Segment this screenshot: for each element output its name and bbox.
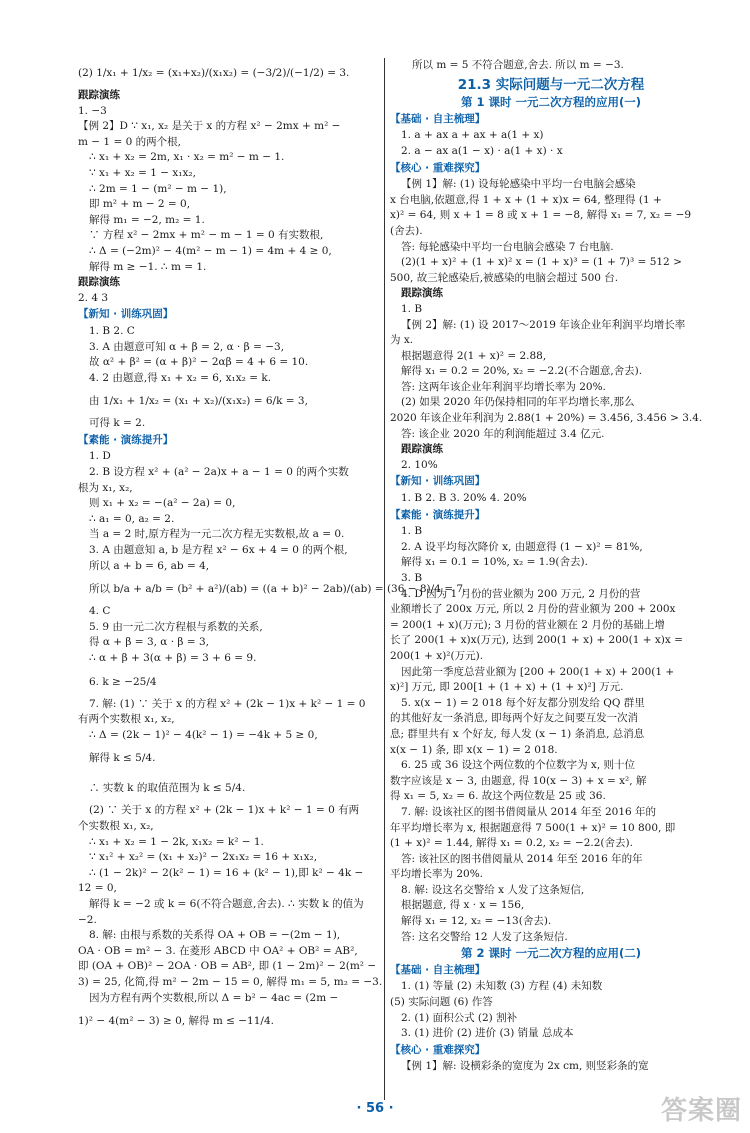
left-line: 所以 b/a + a/b = (b² + a²)/(ab) = ((a + b)² − 2ab)/(ab) = (36 − 8)/4 = 7. (89, 583, 467, 596)
left-line: 【新知 · 训练巩固】 (78, 308, 174, 321)
left-line: −2. (78, 913, 97, 926)
right-line: 【基础 · 自主梳理】 (390, 112, 486, 125)
right-line: 因此第一季度总营业额为 [200 + 200(1 + x) + 200(1 + (401, 665, 675, 678)
right-line: 【基础 · 自主梳理】 (390, 963, 486, 976)
right-line: 6. 25 或 36 设这个两位数的个位数字为 x, 则十位 (401, 759, 636, 772)
left-line: 个实数根 x₁, x₂, (78, 819, 154, 832)
right-column (390, 58, 712, 1075)
right-line: (舍去). (390, 224, 423, 237)
left-line: 12 = 0, (78, 882, 117, 895)
right-line: 2. 10% (401, 458, 438, 471)
left-line: 3) = 25, 化简,得 m² − 2m − 15 = 0, 解得 m₁ = 5, m₂ = −3. (78, 975, 383, 988)
left-line: 则 x₁ + x₂ = −(a² − 2a) = 0, (89, 497, 236, 510)
left-line: ∴ (1 − 2k)² − 2(k² − 1) = 16 + (k² − 1),即 k² − 4k − (89, 866, 364, 879)
right-line: x)²] 万元, 即 200[1 + (1 + x) + (1 + x)²] 万元. (390, 681, 624, 694)
right-line: 为 x. (390, 334, 414, 347)
right-line: 2. (1) 面积公式 (2) 割补 (401, 1011, 518, 1024)
right-line: (2)(1 + x)² + (1 + x)² x = (1 + x)³ = (1 + 7)³ = 512 > (401, 256, 682, 269)
left-line: 有两个实数根 x₁, x₂, (78, 713, 175, 726)
right-line: 3. B (401, 572, 423, 584)
left-line: 1)² − 4(m² − 3) ≥ 0, 解得 m ≤ −11/4. (78, 1015, 274, 1028)
right-line: 【素能 · 演练提升】 (390, 508, 486, 521)
right-line: 跟踪演练 (401, 443, 443, 456)
right-line: 4. D 因为 1 月份的营业额为 200 万元, 2 月份的营 (401, 587, 641, 600)
left-line: ∴ x₁ + x₂ = 2m, x₁ · x₂ = m² − m − 1. (89, 151, 285, 164)
right-line: 答: 这名交警给 12 人发了这条短信. (401, 930, 568, 943)
left-line: 即 (OA + OB)² − 2OA · OB = AB², 即 (1 − 2m)² − 2(m² − (78, 960, 377, 973)
right-line: 【新知 · 训练巩固】 (390, 475, 486, 488)
right-line: 的其他好友一条消息, 即每两个好友之间要互发一次消 (390, 712, 639, 725)
right-line: 2020 年该企业年利润为 2.88(1 + 20%) = 3.456, 3.456 > 3.4. (390, 412, 703, 425)
left-line: 3. A 由题意知 a, b 是方程 x² − 6x + 4 = 0 的两个根, (89, 544, 348, 557)
right-line: 3. (1) 进价 (2) 进价 (3) 销量 总成本 (401, 1027, 574, 1040)
left-line: 3. A 由题意可知 α + β = 2, α · β = −3, (89, 340, 285, 353)
right-line: x)² = 64, 则 x + 1 = 8 或 x + 1 = −8, 解得 x₁ = 7, x₂ = −9 (390, 209, 692, 222)
right-line: 得 x₁ = 5, x₂ = 6. 故这个两位数是 25 或 36. (390, 790, 606, 803)
left-line: 跟踪演练 (78, 89, 120, 101)
right-line: 5. x(x − 1) = 2 018 每个好友都分别发给 QQ 群里 (401, 696, 645, 709)
left-line: ∴ Δ = (2k − 1)² − 4(k² − 1) = −4k + 5 ≥ 0, (89, 728, 318, 741)
left-line: 因为方程有两个实数根,所以 Δ = b² − 4ac = (2m − (89, 991, 339, 1004)
right-line: 解得 x₁ = 12, x₂ = −13(舍去). (401, 915, 552, 928)
left-line: 【素能 · 演练提升】 (78, 433, 174, 446)
right-line: 【核心 · 重难探究】 (390, 161, 486, 174)
right-line: 2. a − ax a(1 − x) · a(1 + x) · x (401, 144, 563, 157)
left-line: m − 1 = 0 的两个根, (78, 135, 181, 148)
right-line: 21.3 实际问题与一元二次方程 (457, 76, 645, 93)
right-line: x 台电脑,依题意,得 1 + x + (1 + x)x = 64, 整理得 (1 + (390, 193, 662, 206)
right-line: x(x − 1) 条, 即 x(x − 1) = 2 018. (390, 743, 558, 756)
watermark: 答案圈 (660, 1096, 742, 1126)
right-line: (2) 如果 2020 年仍保持相同的年平均增长率,那么 (401, 396, 635, 409)
right-line: 1. B (401, 525, 423, 538)
right-line: 答: 每轮感染中平均一台电脑会感染 7 台电脑. (401, 240, 614, 253)
right-line: 1. B (401, 302, 423, 315)
right-line: 解得 x₁ = 0.1 = 10%, x₂ = 1.9(舍去). (401, 556, 588, 569)
left-line: 2. B 设方程 x² + (a² − 2a)x + a − 1 = 0 的两个实数 (89, 466, 349, 479)
left-line: ∵ 方程 x² − 2mx + m² − m − 1 = 0 有实数根, (89, 229, 324, 242)
right-line: 1. a + ax a + ax + a(1 + x) (401, 129, 544, 142)
right-line: 解得 x₁ = 0.2 = 20%, x₂ = −2.2(不合题意,舍去). (401, 365, 643, 378)
right-line: 【例 2】解: (1) 设 2017～2019 年该企业年利润平均增长率 (401, 318, 686, 331)
right-line: (1 + x)² = 1.44, 解得 x₁ = 0.2, x₂ = −2.2(舍去). (390, 837, 633, 850)
left-line: ∴ a₁ = 0, a₂ = 2. (89, 512, 175, 525)
right-line: 业额增长了 200x 万元, 所以 2 月份的营业额为 200 + 200x (390, 603, 676, 616)
left-line: 所以 a + b = 6, ab = 4, (89, 559, 210, 572)
left-line: 4. 2 由题意,得 x₁ + x₂ = 6, x₁x₂ = k. (89, 371, 272, 384)
left-line: 7. 解: (1) ∵ 关于 x 的方程 x² + (2k − 1)x + k² − 1 = 0 (89, 697, 366, 710)
left-line: 得 α + β = 3, α · β = 3, (89, 636, 209, 649)
right-line: 200(1 + x)²(万元). (390, 649, 484, 662)
left-line: 跟踪演练 (78, 276, 120, 289)
right-line: 1. (1) 等量 (2) 未知数 (3) 方程 (4) 未知数 (401, 980, 603, 993)
left-line: 1. −3 (78, 104, 107, 117)
right-line: 【例 1】解: (1) 设每轮感染中平均一台电脑会感染 (401, 178, 636, 191)
left-line: 当 a = 2 时,原方程为一元二次方程无实数根,故 a = 0. (89, 528, 345, 541)
right-line: 长了 200(1 + x)x(万元), 达到 200(1 + x) + 200(1 + x)x = (390, 634, 683, 647)
right-line: 第 1 课时 一元二次方程的应用(一) (460, 95, 642, 110)
left-line: 根为 x₁, x₂, (78, 481, 133, 494)
right-line: 2. A 设平均每次降价 x, 由题意得 (1 − x)² = 81%, (401, 540, 643, 553)
right-line: 答: 该企业 2020 年的利润能超过 3.4 亿元. (401, 427, 605, 440)
left-line: (2) ∵ 关于 x 的方程 x² + (2k − 1)x + k² − 1 = 0 有两 (89, 804, 360, 817)
right-line: 年平均增长率为 x, 根据题意得 7 500(1 + x)² = 10 800, 即 (390, 821, 676, 834)
right-line: 1. B 2. B 3. 20% 4. 20% (401, 492, 527, 505)
left-line: 4. C (89, 605, 111, 618)
left-line: ∵ x₁ + x₂ = 1 − x₁x₂, (89, 166, 196, 179)
right-line: 7. 解: 设该社区的图书借阅量从 2014 年至 2016 年的 (401, 805, 657, 818)
left-line: 6. k ≥ −25/4 (89, 675, 157, 688)
left-line: OA · OB = m² − 3. 在菱形 ABCD 中 OA² + OB² = AB², (78, 944, 358, 957)
right-line: 根据题意得 2(1 + x)² = 2.88, (401, 349, 547, 362)
left-line: ∴ 2m = 1 − (m² − m − 1), (89, 182, 227, 195)
left-line: 解得 m ≥ −1. ∴ m = 1. (89, 260, 207, 273)
right-line: 数字应该是 x − 3, 由题意, 得 10(x − 3) + x = x², 解 (390, 774, 647, 787)
left-line: 可得 k = 2. (89, 417, 146, 430)
page-number: · 56 · (356, 1101, 394, 1116)
left-line: 由 1/x₁ + 1/x₂ = (x₁ + x₂)/(x₁x₂) = 6/k = 3, (89, 395, 308, 408)
left-line: (2) 1/x₁ + 1/x₂ = (x₁+x₂)/(x₁x₂) = (−3/2)/(−1/2) = 3. (78, 67, 350, 79)
left-line: ∴ α + β + 3(α + β) = 3 + 6 = 9. (89, 652, 257, 664)
right-line: 【核心 · 重难探究】 (390, 1043, 486, 1056)
right-line: 根据题意, 得 x · x = 156, (401, 899, 525, 912)
left-line: 5. 9 由一元二次方程根与系数的关系, (89, 620, 263, 633)
left-line: 即 m² + m − 2 = 0, (89, 198, 191, 211)
left-line: 【例 2】D ∵ x₁, x₂ 是关于 x 的方程 x² − 2mx + m² − (78, 120, 341, 133)
left-line: 1. D (89, 450, 111, 463)
left-line: 2. 4 3 (78, 291, 109, 304)
left-line: ∴ 实数 k 的取值范围为 k ≤ 5/4. (89, 782, 246, 795)
left-line: 解得 k = −2 或 k = 6(不符合题意,舍去). ∴ 实数 k 的值为 (89, 897, 364, 910)
left-line: 故 α² + β² = (α + β)² − 2αβ = 4 + 6 = 10. (89, 356, 309, 369)
left-line: 解得 k ≤ 5/4. (89, 752, 156, 765)
right-line: 平均增长率为 20%. (390, 868, 484, 881)
left-line: ∴ x₁ + x₂ = 1 − 2k, x₁x₂ = k² − 1. (89, 835, 264, 848)
right-line: 第 2 课时 一元二次方程的应用(二) (460, 946, 642, 961)
right-line: (5) 实际问题 (6) 作答 (390, 996, 493, 1009)
right-line: 500, 故三轮感染后,被感染的电脑会超过 500 台. (390, 271, 619, 284)
right-line: 答: 这两年该企业年利润平均增长率为 20%. (401, 380, 606, 393)
left-line: 解得 m₁ = −2, m₂ = 1. (89, 213, 205, 226)
right-line: 息; 群里共有 x 个好友, 每人发 (x − 1) 条消息, 总消息 (390, 727, 645, 740)
right-line: 【例 1】解: 设横彩条的宽度为 2x cm, 则竖彩条的宽 (401, 1060, 649, 1073)
left-line: 8. 解: 由根与系数的关系得 OA + OB = −(2m − 1), (89, 929, 341, 942)
right-line: 答: 该社区的图书借阅量从 2014 年至 2016 年的年 (401, 852, 643, 865)
right-line: = 200(1 + x)(万元); 3 月份的营业额在 2 月份的基础上增 (390, 618, 665, 631)
left-line: 1. B 2. C (89, 324, 135, 337)
right-line: 跟踪演练 (401, 287, 443, 300)
right-line: 8. 解: 设这名交警给 x 人发了这条短信, (401, 883, 585, 896)
left-line: ∵ x₁² + x₂² = (x₁ + x₂)² − 2x₁x₂ = 16 + x₁x₂, (89, 851, 318, 864)
left-line: ∴ Δ = (−2m)² − 4(m² − m − 1) = 4m + 4 ≥ 0, (89, 244, 332, 257)
right-line: 所以 m = 5 不符合题意,舍去. 所以 m = −3. (412, 59, 624, 71)
